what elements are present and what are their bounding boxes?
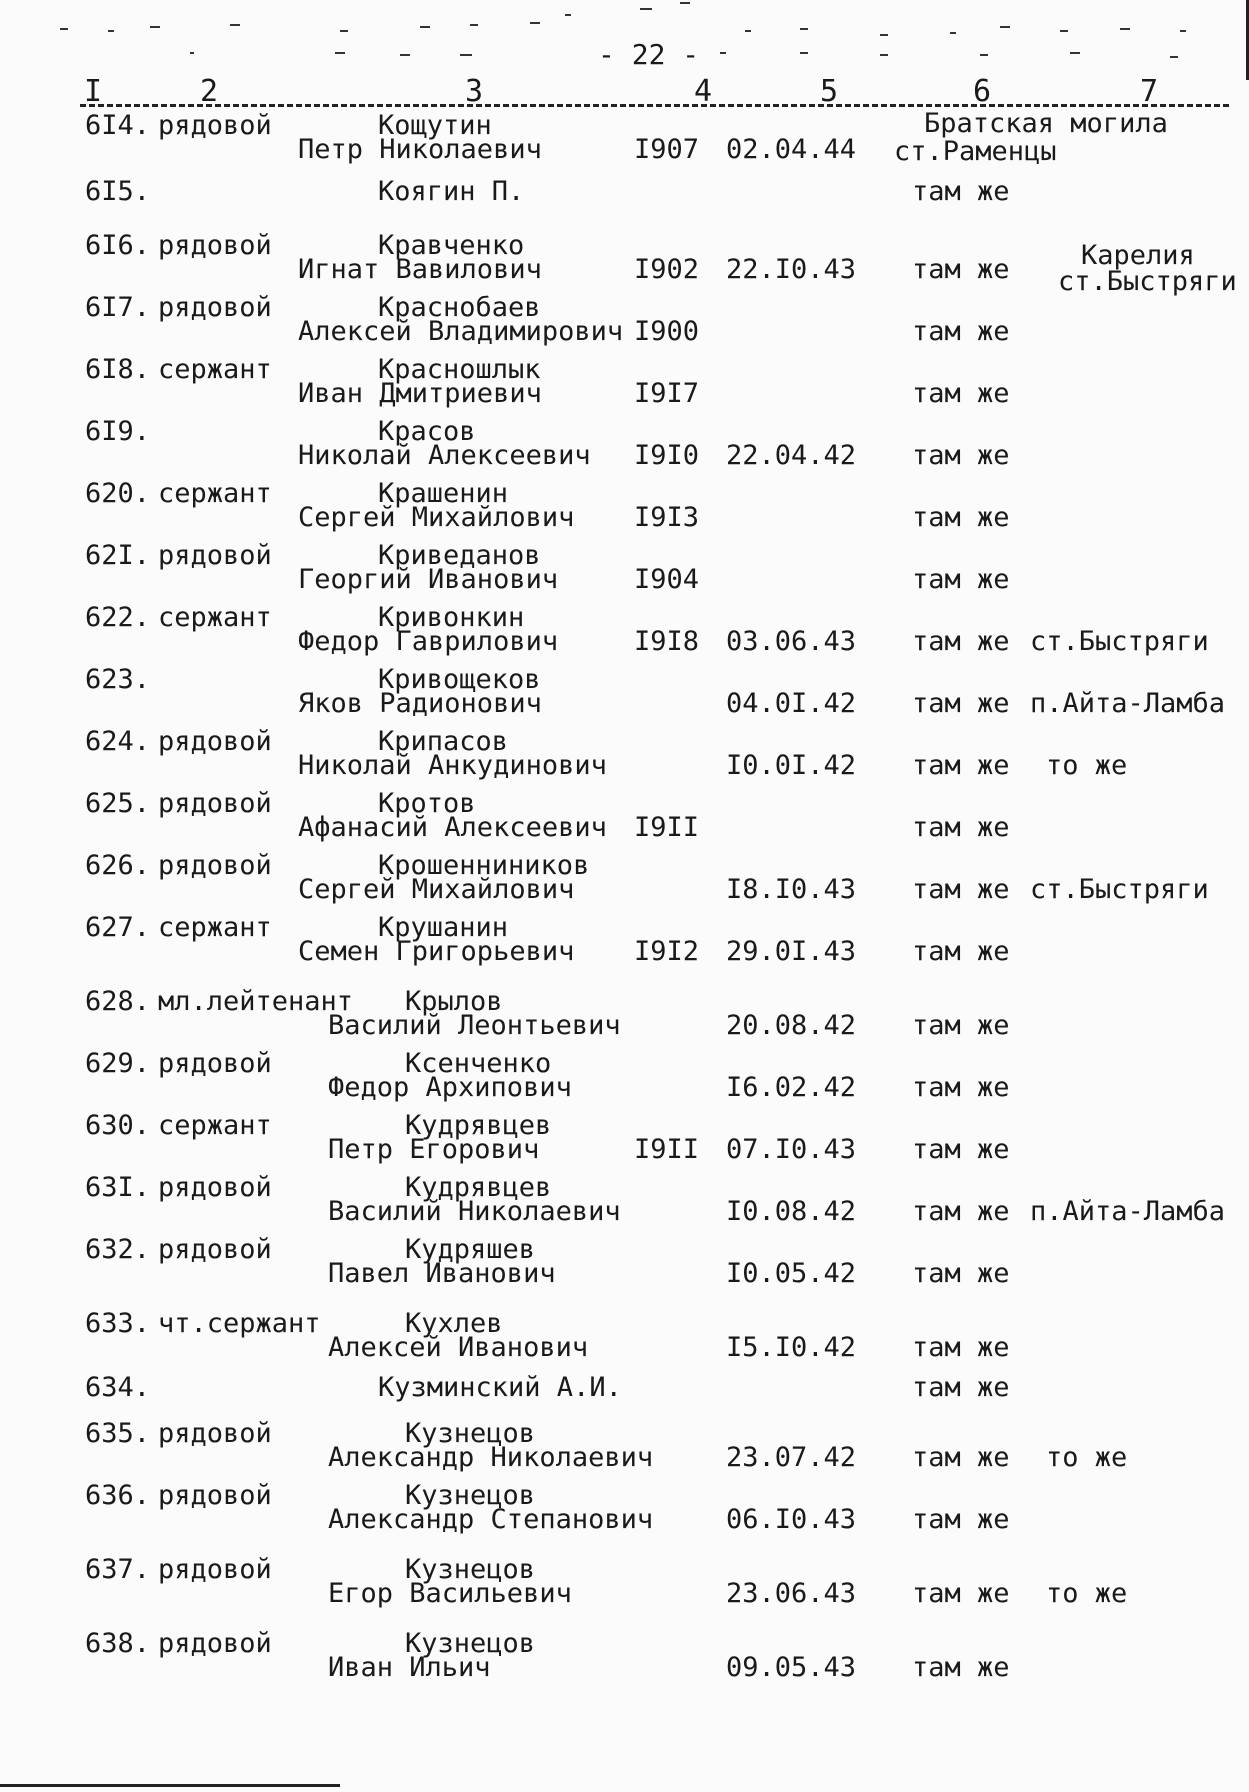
record-burial: там же [912,1072,1010,1103]
record-surname: Кузнецов [405,1554,536,1585]
record-surname: Кузминский А.И. [378,1372,622,1403]
header-col-1: I [84,74,103,109]
record-birth-year: I907 [634,134,700,165]
record-death-date: I8.I0.43 [726,874,857,905]
record-name: Николай Анкудинович [298,750,607,781]
record-number: 6I9. [85,416,151,447]
record-burial: там же [912,564,1010,595]
record-burial: там же [912,502,1010,533]
record-rank: сержант [158,912,272,943]
record-death-date: 23.07.42 [726,1442,857,1473]
record-death-date: I0.08.42 [726,1196,857,1227]
record-death-date: I6.02.42 [726,1072,857,1103]
page-number: - 22 - [598,38,700,71]
header-note-station: ст.Раменцы [894,136,1057,167]
record-burial: там же [912,316,1010,347]
record-number: 630. [85,1110,151,1141]
record-burial: там же [912,378,1010,409]
record-place: Карелия [1081,240,1195,271]
record-name: Александр Николаевич [328,1442,654,1473]
record-rank: рядовой [158,850,272,881]
record-number: 628. [85,986,151,1017]
record-number: 638. [85,1628,151,1659]
record-number: 62I. [85,540,151,571]
record-rank: рядовой [158,1480,272,1511]
record-rank: рядовой [158,1172,272,1203]
record-place: ст.Быстряги [1030,874,1209,905]
record-name: Алексей Владимирович [298,316,624,347]
header-note-burial: Братская могила [924,108,1168,139]
column-header [80,74,1229,109]
record-name: Иван Ильич [328,1652,491,1683]
record-rank: рядовой [158,292,272,323]
record-surname: Красов [378,416,476,447]
record-birth-year: I9I3 [634,502,700,533]
record-name: Федор Гаврилович [298,626,559,657]
record-surname: Кудряшев [405,1234,536,1265]
record-birth-year: I9I8 [634,626,700,657]
record-burial: там же [912,812,1010,843]
record-burial: там же [912,176,1010,207]
record-name: Василий Николаевич [328,1196,621,1227]
record-name: Сергей Михайлович [298,874,575,905]
record-surname: Кухлев [405,1308,503,1339]
record-name: Георгий Иванович [298,564,559,595]
record-burial: там же [912,688,1010,719]
record-surname: Кротов [378,788,476,819]
record-surname: Кривонкин [378,602,525,633]
record-surname: Кудрявцев [405,1110,552,1141]
header-col-5: 5 [820,74,839,109]
record-death-date: 22.I0.43 [726,254,857,285]
record-number: 637. [85,1554,151,1585]
record-name: Петр Николаевич [298,134,542,165]
header-col-2: 2 [200,74,219,109]
record-rank: рядовой [158,540,272,571]
record-rank: чт.сержант [158,1308,321,1339]
record-number: 6I5. [85,176,151,207]
record-burial: там же [912,1196,1010,1227]
record-birth-year: I902 [634,254,700,285]
record-surname: Кузнецов [405,1628,536,1659]
header-col-3: 3 [465,74,484,109]
record-number: 6I7. [85,292,151,323]
header-dashed-rule [80,104,1229,107]
record-name: Петр Егорович [328,1134,540,1165]
record-death-date: 20.08.42 [726,1010,857,1041]
record-birth-year: I904 [634,564,700,595]
record-burial: там же [912,1442,1010,1473]
record-number: 626. [85,850,151,881]
record-birth-year: I9I2 [634,936,700,967]
record-rank: рядовой [158,1234,272,1265]
record-number: 6I6. [85,230,151,261]
record-surname: Крошенниников [378,850,590,881]
record-rank: рядовой [158,726,272,757]
record-death-date: 09.05.43 [726,1652,857,1683]
record-surname: Крипасов [378,726,509,757]
record-place: ст.Быстряги [1030,626,1209,657]
record-burial: там же [912,936,1010,967]
record-name: Сергей Михайлович [298,502,575,533]
record-burial: там же [912,1504,1010,1535]
record-burial: там же [912,1332,1010,1363]
record-name: Семен Григорьевич [298,936,575,967]
record-name: Егор Васильевич [328,1578,572,1609]
record-number: 636. [85,1480,151,1511]
record-number: 623. [85,664,151,695]
record-rank: мл.лейтенант [158,986,354,1017]
record-name: Игнат Вавилович [298,254,542,285]
record-name: Павел Иванович [328,1258,556,1289]
record-surname: Крашенин [378,478,509,509]
record-name: Александр Степанович [328,1504,654,1535]
record-death-date: 07.I0.43 [726,1134,857,1165]
record-surname: Кривощеков [378,664,541,695]
record-death-date: 29.0I.43 [726,936,857,967]
record-birth-year: I900 [634,316,700,347]
record-death-date: 03.06.43 [726,626,857,657]
record-surname: Кузнецов [405,1480,536,1511]
record-place: п.Айта-Ламба [1030,688,1226,719]
record-death-date: I5.I0.42 [726,1332,857,1363]
record-number: 629. [85,1048,151,1079]
record-death-date: 02.04.44 [726,134,857,165]
bottom-rule [0,1784,340,1787]
record-place: то же [1046,1442,1128,1473]
record-surname: Ксенченко [405,1048,552,1079]
record-rank: сержант [158,1110,272,1141]
record-number: 624. [85,726,151,757]
record-number: 635. [85,1418,151,1449]
record-name: Алексей Иванович [328,1332,589,1363]
record-surname: Кравченко [378,230,525,261]
record-name: Василий Леонтьевич [328,1010,621,1041]
header-col-6: 6 [973,74,992,109]
record-number: 633. [85,1308,151,1339]
record-name: Афанасий Алексеевич [298,812,607,843]
record-place: то же [1046,750,1128,781]
record-number: 625. [85,788,151,819]
record-death-date: 23.06.43 [726,1578,857,1609]
record-number: 6I8. [85,354,151,385]
record-name: Иван Дмитриевич [298,378,542,409]
record-surname: Краснобаев [378,292,541,323]
record-burial: там же [912,750,1010,781]
record-number: 627. [85,912,151,943]
header-col-7: 7 [1140,74,1159,109]
record-death-date: I0.0I.42 [726,750,857,781]
record-name: Федор Архипович [328,1072,572,1103]
record-surname: Крушанин [378,912,509,943]
record-place: п.Айта-Ламба [1030,1196,1226,1227]
record-surname: Крылов [405,986,503,1017]
record-rank: рядовой [158,1048,272,1079]
record-place: то же [1046,1578,1128,1609]
record-rank: сержант [158,354,272,385]
record-death-date: 04.0I.42 [726,688,857,719]
record-number: 620. [85,478,151,509]
record-rank: рядовой [158,1628,272,1659]
record-number: 632. [85,1234,151,1265]
record-death-date: I0.05.42 [726,1258,857,1289]
header-col-4: 4 [694,74,713,109]
record-surname: Кудрявцев [405,1172,552,1203]
record-name: Николай Алексеевич [298,440,591,471]
record-burial: там же [912,1372,1010,1403]
record-birth-year: I9II [634,1134,700,1165]
record-burial: там же [912,1010,1010,1041]
record-rank: рядовой [158,1418,272,1449]
record-birth-year: I9I7 [634,378,700,409]
record-rank: рядовой [158,230,272,261]
record-burial: там же [912,1578,1010,1609]
record-surname: Красношлык [378,354,541,385]
record-rank: сержант [158,478,272,509]
record-birth-year: I9I0 [634,440,700,471]
record-surname: Кузнецов [405,1418,536,1449]
record-rank: рядовой [158,788,272,819]
record-number: 634. [85,1372,151,1403]
record-number: 63I. [85,1172,151,1203]
record-burial: там же [912,1652,1010,1683]
record-death-date: 22.04.42 [726,440,857,471]
record-rank: сержант [158,602,272,633]
record-number: 622. [85,602,151,633]
record-burial: там же [912,254,1010,285]
record-burial: там же [912,1258,1010,1289]
record-number: 6I4. [85,110,151,141]
record-surname: Криведанов [378,540,541,571]
record-burial: там же [912,440,1010,471]
record-birth-year: I9II [634,812,700,843]
record-rank: рядовой [158,110,272,141]
record-rank: рядовой [158,1554,272,1585]
record-burial: там же [912,1134,1010,1165]
record-burial: там же [912,626,1010,657]
record-surname: Коягин П. [378,176,525,207]
record-surname: Кощутин [378,110,492,141]
record-death-date: 06.I0.43 [726,1504,857,1535]
record-place-line2: ст.Быстряги [1058,266,1237,297]
record-name: Яков Радионович [298,688,542,719]
record-burial: там же [912,874,1010,905]
